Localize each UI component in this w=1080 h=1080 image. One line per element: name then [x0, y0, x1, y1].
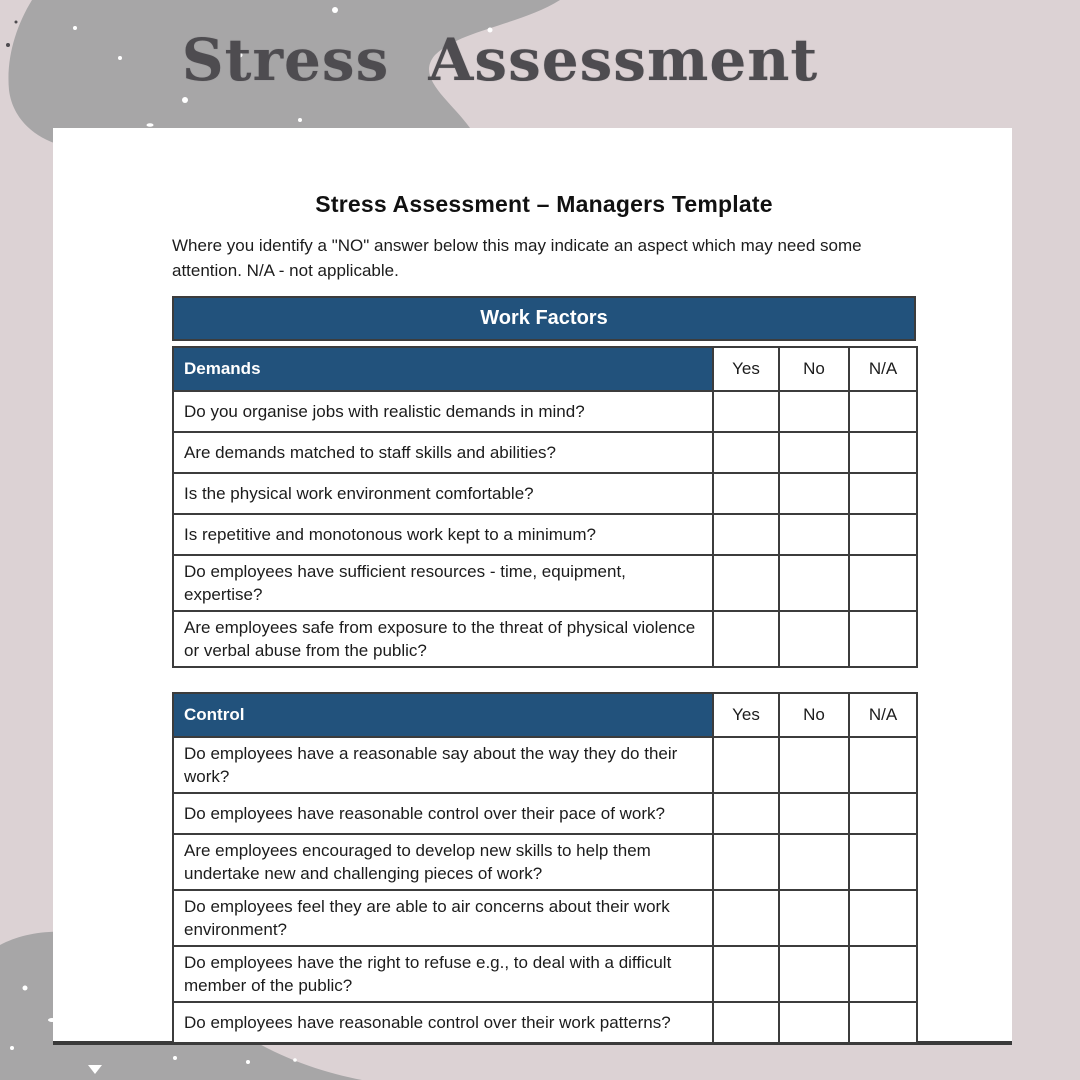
question-row	[173, 611, 917, 667]
answer-cell[interactable]	[779, 834, 849, 890]
answer-cell[interactable]	[713, 473, 779, 514]
answer-header-no: No	[779, 347, 849, 391]
question-row	[173, 737, 917, 793]
question-cell: Is the physical work environment comfortable?	[173, 473, 713, 514]
answer-cell[interactable]	[779, 473, 849, 514]
question-row	[173, 514, 917, 555]
intro-text: Where you identify a "NO" answer below this may indicate an aspect which may need some attention. N/A - not applicable.	[172, 236, 862, 280]
question-cell: Do employees have reasonable control over their pace of work?	[173, 793, 713, 834]
answer-cell[interactable]	[779, 1002, 849, 1043]
answer-cell[interactable]	[713, 391, 779, 432]
answer-cell[interactable]	[713, 946, 779, 1002]
answer-cell[interactable]	[849, 737, 917, 793]
control-table	[172, 692, 918, 1044]
control-section	[172, 692, 916, 1044]
question-cell: Are employees safe from exposure to the threat of physical violence or verbal abuse from the public?	[173, 611, 713, 667]
question-row	[173, 834, 917, 890]
answer-cell[interactable]	[849, 611, 917, 667]
answer-cell[interactable]	[713, 555, 779, 611]
answer-cell[interactable]	[779, 514, 849, 555]
decorative-title: Stress Assessment	[181, 26, 819, 94]
question-row	[173, 391, 917, 432]
document-content	[172, 191, 916, 1044]
answer-cell[interactable]	[713, 737, 779, 793]
answer-cell[interactable]	[849, 834, 917, 890]
answer-cell[interactable]	[849, 946, 917, 1002]
question-row	[173, 473, 917, 514]
question-cell: Do employees feel they are able to air concerns about their work environment?	[173, 890, 713, 946]
answer-header-na: N/A	[849, 693, 917, 737]
answer-cell[interactable]	[849, 890, 917, 946]
question-row	[173, 1002, 917, 1043]
question-cell: Are demands matched to staff skills and abilities?	[173, 432, 713, 473]
answer-cell[interactable]	[713, 432, 779, 473]
answer-header-na: N/A	[849, 347, 917, 391]
section-header-demands: Demands	[173, 347, 713, 391]
answer-header-yes: Yes	[713, 693, 779, 737]
question-cell: Do employees have reasonable control over their work patterns?	[173, 1002, 713, 1043]
answer-cell[interactable]	[849, 555, 917, 611]
answer-cell[interactable]	[779, 432, 849, 473]
answer-cell[interactable]	[713, 793, 779, 834]
question-cell: Are employees encouraged to develop new skills to help them undertake new and challenging pieces of work?	[173, 834, 713, 890]
answer-cell[interactable]	[849, 1002, 917, 1043]
answer-cell[interactable]	[779, 391, 849, 432]
question-cell: Do you organise jobs with realistic demands in mind?	[173, 391, 713, 432]
answer-header-yes: Yes	[713, 347, 779, 391]
document-page	[53, 128, 1012, 1045]
question-cell: Do employees have sufficient resources - time, equipment, expertise?	[173, 555, 713, 611]
answer-cell[interactable]	[779, 737, 849, 793]
answer-cell[interactable]	[713, 834, 779, 890]
demands-table	[172, 346, 918, 668]
question-cell: Do employees have a reasonable say about the way they do their work?	[173, 737, 713, 793]
question-row	[173, 432, 917, 473]
question-cell: Do employees have the right to refuse e.g., to deal with a difficult member of the public?	[173, 946, 713, 1002]
work-factors-banner: Work Factors	[172, 296, 916, 341]
section-header-row	[173, 347, 917, 391]
answer-cell[interactable]	[849, 432, 917, 473]
answer-cell[interactable]	[713, 890, 779, 946]
answer-cell[interactable]	[779, 890, 849, 946]
answer-cell[interactable]	[849, 514, 917, 555]
answer-header-no: No	[779, 693, 849, 737]
answer-cell[interactable]	[713, 611, 779, 667]
answer-cell[interactable]	[779, 793, 849, 834]
question-row	[173, 555, 917, 611]
answer-cell[interactable]	[713, 1002, 779, 1043]
question-row	[173, 890, 917, 946]
section-header-row	[173, 693, 917, 737]
question-row	[173, 793, 917, 834]
work-factors-section	[172, 296, 916, 668]
answer-cell[interactable]	[779, 611, 849, 667]
answer-cell[interactable]	[849, 391, 917, 432]
answer-cell[interactable]	[849, 793, 917, 834]
question-row	[173, 946, 917, 1002]
document-title: Stress Assessment – Managers Template	[315, 191, 773, 217]
answer-cell[interactable]	[779, 555, 849, 611]
answer-cell[interactable]	[713, 514, 779, 555]
answer-cell[interactable]	[849, 473, 917, 514]
section-header-control: Control	[173, 693, 713, 737]
answer-cell[interactable]	[779, 946, 849, 1002]
question-cell: Is repetitive and monotonous work kept to a minimum?	[173, 514, 713, 555]
